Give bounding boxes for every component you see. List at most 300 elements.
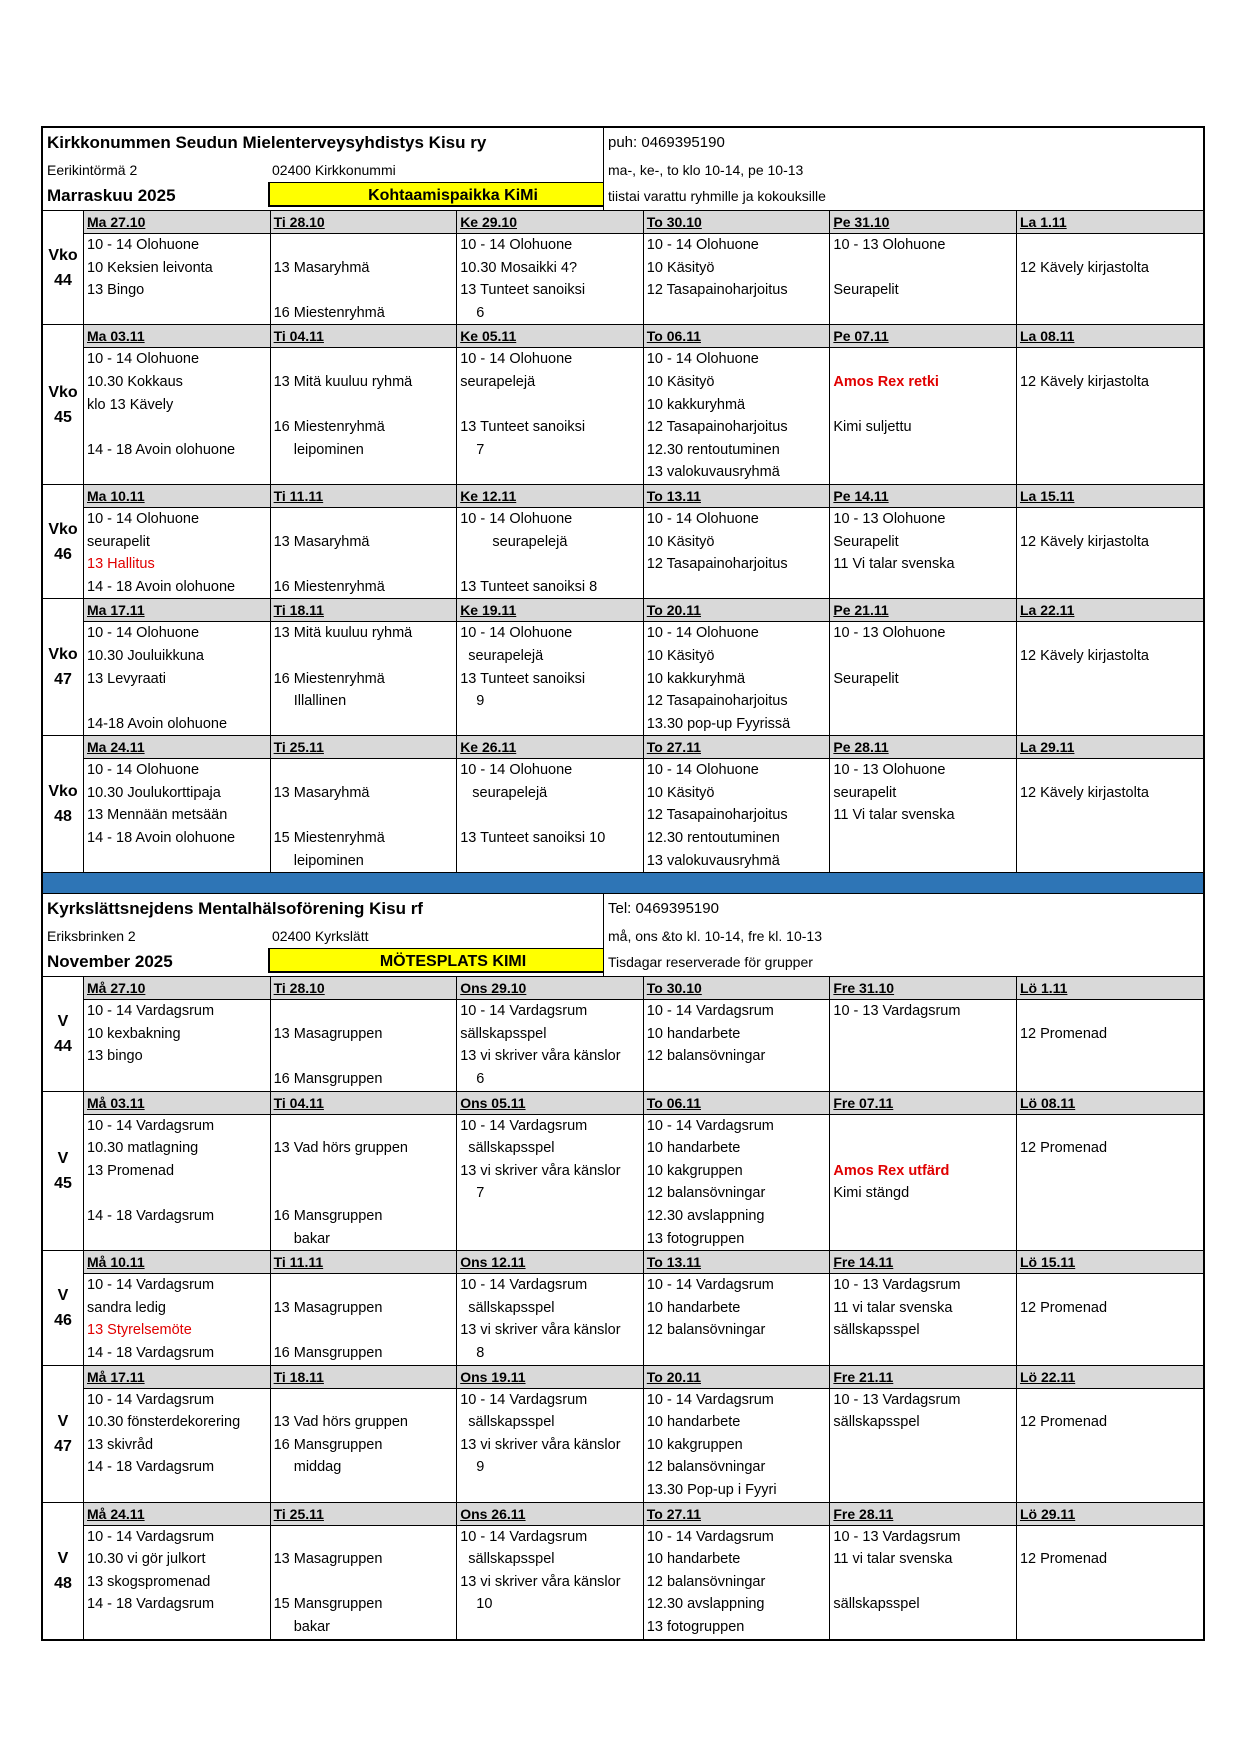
week-row: [43, 976, 1203, 1090]
event-line: 10 - 14 Vardagsrum: [460, 1528, 588, 1545]
swedish-calendar: [43, 894, 1203, 1640]
event-line: 13 Tunteet sanoiksi: [460, 419, 586, 436]
event-line: [1017, 1479, 1203, 1502]
event-line: [457, 553, 643, 576]
event-line: 10 - 14 Vardagsrum: [87, 1528, 215, 1545]
event-line: 16 Mansgruppen: [273, 1436, 383, 1453]
event-line: [1017, 439, 1203, 462]
event-line: 16 Miestenryhmä: [273, 578, 385, 595]
event-line: sällskapsspel: [833, 1596, 920, 1613]
event-line: 13 Mitä kuuluu ryhmä: [273, 625, 413, 642]
event-line: [830, 1205, 1016, 1228]
day-header: Lö 29.11: [1017, 1503, 1203, 1526]
day-cell: [643, 1251, 830, 1364]
week-row: [43, 1365, 1203, 1502]
event-line: [457, 461, 643, 484]
event-line: 10.30 fönsterdekorering: [87, 1414, 241, 1431]
event-line: [830, 257, 1016, 280]
event-line: [1017, 622, 1203, 645]
event-line: 10 Käsityö: [646, 647, 715, 664]
finnish-calendar: [43, 126, 1203, 872]
event-line: [271, 234, 457, 257]
event-line: [271, 1319, 457, 1342]
event-line: seurapelejä: [460, 784, 548, 801]
day-header: Ti 28.10: [271, 977, 457, 1000]
event-line: 11 vi talar svenska: [833, 1299, 953, 1316]
event-line: [457, 1616, 643, 1639]
day-cell: [270, 599, 457, 735]
event-line: 10 kakkuryhmä: [646, 396, 746, 413]
event-line: [1017, 690, 1203, 713]
day-header: Må 27.10: [84, 977, 270, 1000]
day-header: Ti 11.11: [271, 1251, 457, 1274]
event-line: 10 - 14 Olohuone: [646, 762, 759, 779]
day-cell: [643, 977, 830, 1090]
event-line: 10 Käsityö: [646, 533, 715, 550]
event-line: [271, 645, 457, 668]
event-line: 10 kexbakning: [87, 1025, 181, 1042]
event-line: [1017, 1045, 1203, 1068]
day-header: Pe 21.11: [830, 599, 1016, 622]
event-line: 7: [460, 441, 485, 458]
week-row: [43, 598, 1203, 735]
event-line: 10 handarbete: [646, 1299, 741, 1316]
event-line: 13 Masagruppen: [273, 1551, 383, 1568]
day-cell: [456, 325, 643, 484]
city: 02400 Kyrkslätt: [272, 928, 369, 945]
event-line: [1017, 394, 1203, 417]
event-line: [1017, 1456, 1203, 1479]
event-line: 14 - 18 Vardagsrum: [87, 1459, 215, 1476]
event-line: [1017, 279, 1203, 302]
event-line: [830, 1115, 1016, 1138]
event-line: 10 handarbete: [646, 1140, 741, 1157]
day-header: Fre 07.11: [830, 1092, 1016, 1115]
event-line: [1017, 1228, 1203, 1251]
event-line: 14 - 18 Avoin olohuone: [87, 578, 236, 595]
event-line: 13 Styrelsemöte: [87, 1322, 192, 1339]
day-cell: [456, 211, 643, 324]
day-header: Ma 17.11: [84, 599, 270, 622]
day-header: Lö 1.11: [1017, 977, 1203, 1000]
phone: Tel: 0469395190: [603, 894, 1203, 924]
day-cell: [270, 1366, 457, 1502]
day-header: Må 17.11: [84, 1366, 270, 1389]
day-cell: [83, 1251, 270, 1364]
event-line: seurapelit: [87, 533, 150, 550]
event-line: [1017, 416, 1203, 439]
event-line: 12 Kävely kirjastolta: [1019, 259, 1149, 276]
event-line: 13 vi skriver våra känslor: [460, 1322, 621, 1339]
week-row: [43, 324, 1203, 484]
day-cell: [829, 211, 1016, 324]
event-line: 12 Promenad: [1019, 1414, 1108, 1431]
event-line: [271, 1115, 457, 1138]
event-line: [457, 713, 643, 736]
day-header: Ons 19.11: [457, 1366, 643, 1389]
event-line: 14 - 18 Avoin olohuone: [87, 441, 236, 458]
event-line: [1017, 461, 1203, 484]
event-line: 13 vi skriver våra känslor: [460, 1573, 621, 1590]
day-header: Ma 10.11: [84, 485, 270, 508]
day-cell: [83, 211, 270, 324]
event-line: [1017, 1319, 1203, 1342]
org-name: Kirkkonummen Seudun Mielenterveysyhdistys Kisu ry: [47, 133, 487, 152]
event-line: [271, 1479, 457, 1502]
day-header: Ti 18.11: [271, 1366, 457, 1389]
day-cell: [83, 1503, 270, 1639]
event-line: [830, 713, 1016, 736]
event-line: 10: [460, 1596, 493, 1613]
event-line: 10 - 14 Olohuone: [87, 237, 200, 253]
event-line: 13 Mennään metsään: [87, 807, 228, 824]
event-line: [271, 1182, 457, 1205]
day-header: Ma 03.11: [84, 325, 270, 348]
day-header: Lö 22.11: [1017, 1366, 1203, 1389]
event-line: 11 vi talar svenska: [833, 1551, 953, 1568]
day-header: To 06.11: [644, 325, 830, 348]
event-line: [1017, 1160, 1203, 1183]
tuesday-note: Tisdagar reserverade för grupper: [603, 948, 1203, 976]
event-line: 10 Käsityö: [646, 373, 715, 390]
day-cell: [643, 485, 830, 598]
week-row: [43, 1091, 1203, 1251]
event-line: 10 - 13 Vardagsrum: [833, 1528, 961, 1545]
day-cell: [829, 1503, 1016, 1639]
event-line: sällskapsspel: [833, 1414, 920, 1431]
event-line: [1017, 1389, 1203, 1412]
event-line: 10 - 14 Vardagsrum: [87, 1003, 215, 1020]
event-line: 11 Vi talar svenska: [833, 556, 955, 573]
event-line: [830, 576, 1016, 599]
event-line: [84, 690, 270, 713]
day-header: Ons 12.11: [457, 1251, 643, 1274]
event-line: 13 fotogruppen: [646, 1618, 745, 1635]
event-line: [1017, 668, 1203, 691]
event-line: 13 Bingo: [87, 282, 145, 299]
event-line: 10 - 14 Olohuone: [87, 762, 200, 779]
place-banner: MÖTESPLATS KIMI: [268, 948, 603, 973]
day-header: To 30.10: [644, 977, 830, 1000]
event-line: 12 Tasapainoharjoitus: [646, 807, 788, 824]
event-line: 10.30 vi gör julkort: [87, 1551, 206, 1568]
event-line: [84, 302, 270, 325]
event-line: [457, 804, 643, 827]
day-cell: [83, 736, 270, 872]
event-line: [830, 439, 1016, 462]
event-line: 12 Promenad: [1019, 1025, 1108, 1042]
day-cell: [1016, 1366, 1203, 1502]
day-header: To 13.11: [644, 485, 830, 508]
event-line: Illallinen: [273, 693, 347, 710]
event-line: bakar: [273, 1230, 331, 1247]
day-header: Ke 29.10: [457, 211, 643, 234]
event-line: 10.30 Kokkaus: [87, 373, 183, 390]
day-cell: [456, 1503, 643, 1639]
event-line: 10 - 14 Olohuone: [460, 237, 573, 253]
event-line: 13 skivråd: [87, 1436, 154, 1453]
day-header: Pe 14.11: [830, 485, 1016, 508]
event-line: [830, 1479, 1016, 1502]
event-line: 10.30 Mosaikki 4?: [460, 259, 578, 276]
event-line: 13 Vad hörs gruppen: [273, 1140, 408, 1157]
event-line: 16 Miestenryhmä: [273, 670, 385, 687]
day-header: Ke 19.11: [457, 599, 643, 622]
event-line: [1017, 1526, 1203, 1549]
day-header: Fre 31.10: [830, 977, 1016, 1000]
day-cell: [643, 1366, 830, 1502]
week-number: V 47: [54, 1412, 72, 1455]
week-row: [43, 1250, 1203, 1364]
event-line: [830, 1068, 1016, 1091]
day-header: Må 24.11: [84, 1503, 270, 1526]
event-line: 12 Promenad: [1019, 1551, 1108, 1568]
event-line: [271, 1160, 457, 1183]
event-line: 10.30 matlagning: [87, 1140, 199, 1157]
event-line: [644, 576, 830, 599]
day-header: To 06.11: [644, 1092, 830, 1115]
event-line: [1017, 508, 1203, 531]
day-header: Fre 28.11: [830, 1503, 1016, 1526]
event-line: [644, 1342, 830, 1365]
event-line: [830, 1571, 1016, 1594]
event-line: 13 Tunteet sanoiksi: [460, 670, 586, 687]
day-cell: [1016, 1092, 1203, 1251]
day-cell: [1016, 736, 1203, 872]
event-line: 13 Vad hörs gruppen: [273, 1414, 408, 1431]
event-line: [1017, 1593, 1203, 1616]
event-line: sällskapsspel: [460, 1551, 555, 1568]
event-line: 10 - 14 Vardagsrum: [87, 1391, 215, 1408]
week-row: [43, 735, 1203, 872]
event-line: 12 balansövningar: [646, 1459, 766, 1476]
event-line: [84, 416, 270, 439]
event-line: 13 Tunteet sanoiksi 8: [460, 578, 598, 595]
event-line: [271, 1274, 457, 1297]
event-line: 10 - 14 Vardagsrum: [460, 1003, 588, 1020]
event-line: [457, 1479, 643, 1502]
day-cell: [829, 977, 1016, 1090]
event-line: [271, 759, 457, 782]
event-line: [830, 1045, 1016, 1068]
event-line: [1017, 1616, 1203, 1639]
event-line: 14 - 18 Avoin olohuone: [87, 830, 236, 847]
event-line: seurapelejä: [460, 373, 536, 390]
event-line: 13 Levyraati: [87, 670, 166, 687]
event-line: 12 Tasapainoharjoitus: [646, 419, 788, 436]
event-line: 10 - 13 Vardagsrum: [833, 1391, 961, 1408]
day-cell: [643, 1503, 830, 1639]
event-line: [271, 1526, 457, 1549]
event-line: 11 Vi talar svenska: [833, 807, 955, 824]
day-cell: [270, 485, 457, 598]
event-line: 10 - 13 Olohuone: [833, 625, 946, 642]
day-cell: [83, 1366, 270, 1502]
week-number: V 45: [54, 1149, 72, 1192]
event-line: 16 Miestenryhmä: [273, 419, 385, 436]
event-line: [84, 850, 270, 873]
day-header: Lö 15.11: [1017, 1251, 1203, 1274]
week-row: [43, 1502, 1203, 1639]
week-number: Vko 48: [48, 783, 78, 826]
event-line: [1017, 804, 1203, 827]
day-cell: [829, 485, 1016, 598]
event-line: 12.30 avslappning: [646, 1208, 765, 1224]
day-header: La 15.11: [1017, 485, 1203, 508]
day-cell: [456, 1092, 643, 1251]
event-line: 13 vi skriver våra känslor: [460, 1436, 621, 1453]
day-header: Må 10.11: [84, 1251, 270, 1274]
event-line: 16 Mansgruppen: [273, 1208, 383, 1224]
day-header: Ons 29.10: [457, 977, 643, 1000]
day-cell: [1016, 485, 1203, 598]
event-line: [830, 461, 1016, 484]
event-line: [1017, 1342, 1203, 1365]
event-line: 10 handarbete: [646, 1551, 741, 1568]
event-line: klo 13 Kävely: [87, 396, 174, 413]
event-line: 14 - 18 Vardagsrum: [87, 1596, 215, 1613]
day-header: To 20.11: [644, 1366, 830, 1389]
street: Eriksbrinken 2: [47, 928, 136, 945]
event-line: [830, 850, 1016, 873]
event-line: 13 bingo: [87, 1048, 143, 1065]
event-line: 13 skogspromenad: [87, 1573, 211, 1590]
week-number: V 48: [54, 1549, 72, 1592]
event-line: 12.30 rentoutuminen: [646, 830, 780, 847]
day-cell: [1016, 325, 1203, 484]
event-line: 12 Kävely kirjastolta: [1019, 784, 1149, 801]
event-line: 12 balansövningar: [646, 1322, 766, 1339]
day-cell: [83, 325, 270, 484]
event-line: 13 Masaryhmä: [273, 259, 370, 276]
event-line: [1017, 302, 1203, 325]
event-line: 13 valokuvausryhmä: [646, 464, 780, 481]
event-line: Seurapelit: [833, 533, 899, 550]
day-header: Ke 26.11: [457, 736, 643, 759]
event-line: 9: [460, 1459, 485, 1476]
event-line: [271, 508, 457, 531]
event-line: 10.30 Joulukorttipaja: [87, 784, 221, 801]
event-line: 10 - 14 Vardagsrum: [646, 1391, 774, 1408]
event-line: 14-18 Avoin olohuone: [87, 715, 228, 732]
day-header: Ti 18.11: [271, 599, 457, 622]
day-header: Pe 07.11: [830, 325, 1016, 348]
event-line: [830, 690, 1016, 713]
place-banner: Kohtaamispaikka KiMi: [268, 182, 603, 207]
event-line: sällskapsspel: [460, 1025, 547, 1042]
event-line: 13 Tunteet sanoiksi 10: [460, 830, 606, 847]
event-line: 10 - 13 Olohuone: [833, 237, 946, 253]
event-line: 13.30 pop-up Fyyrissä: [646, 715, 791, 732]
event-line: 10 - 14 Vardagsrum: [87, 1117, 215, 1134]
event-line: [1017, 348, 1203, 371]
day-cell: [1016, 211, 1203, 324]
event-line: [84, 1182, 270, 1205]
event-line: 13.30 Pop-up i Fyyri: [646, 1481, 777, 1498]
day-cell: [83, 977, 270, 1090]
event-line: 7: [460, 1185, 485, 1202]
event-line: [271, 1389, 457, 1412]
phone: puh: 0469395190: [603, 128, 1203, 158]
event-line: 10 - 14 Olohuone: [460, 625, 573, 642]
event-line: 10 - 14 Vardagsrum: [646, 1117, 774, 1134]
event-line: 14 - 18 Vardagsrum: [87, 1208, 215, 1224]
event-line: 10 - 14 Vardagsrum: [460, 1277, 588, 1294]
event-line: seurapelejä: [460, 533, 568, 550]
day-cell: [270, 1092, 457, 1251]
event-line: [830, 1228, 1016, 1251]
event-line: seurapelit: [833, 784, 897, 801]
event-line: Amos Rex utfärd: [833, 1162, 950, 1179]
event-line: 10 - 14 Olohuone: [87, 510, 200, 527]
event-line: [84, 461, 270, 484]
event-line: 10 - 13 Vardagsrum: [833, 1277, 961, 1294]
event-line: [1017, 234, 1203, 257]
weeks: [43, 210, 1203, 872]
event-line: 10 - 14 Olohuone: [646, 510, 759, 527]
event-line: [830, 1023, 1016, 1046]
event-line: [271, 394, 457, 417]
day-cell: [456, 1251, 643, 1364]
event-line: 12 Promenad: [1019, 1140, 1108, 1157]
event-line: [830, 1342, 1016, 1365]
day-header: To 20.11: [644, 599, 830, 622]
event-line: 13 vi skriver våra känslor: [460, 1048, 621, 1065]
day-cell: [643, 736, 830, 872]
event-line: 10 Käsityö: [646, 259, 715, 276]
event-line: 14 - 18 Vardagsrum: [87, 1344, 215, 1361]
day-cell: [456, 485, 643, 598]
event-line: [271, 348, 457, 371]
event-line: 8: [460, 1344, 485, 1361]
event-line: 12.30 avslappning: [646, 1596, 765, 1613]
org-name: Kyrkslättsnejdens Mentalhälsoförening Kisu rf: [47, 899, 423, 919]
day-header: Ke 05.11: [457, 325, 643, 348]
event-line: [271, 279, 457, 302]
event-line: 12 Kävely kirjastolta: [1019, 533, 1149, 550]
event-line: 10 - 13 Vardagsrum: [833, 1003, 961, 1020]
week-number: V 46: [54, 1286, 72, 1329]
event-line: 10 - 14 Olohuone: [460, 510, 573, 527]
event-line: 10 - 14 Vardagsrum: [460, 1117, 588, 1134]
day-cell: [270, 736, 457, 872]
day-header: La 08.11: [1017, 325, 1203, 348]
event-line: 10.30 Jouluikkuna: [87, 647, 204, 664]
event-line: [1017, 1182, 1203, 1205]
event-line: middag: [273, 1459, 342, 1476]
event-line: [271, 713, 457, 736]
event-line: 12 Tasapainoharjoitus: [646, 282, 788, 299]
event-line: [830, 302, 1016, 325]
event-line: 13 Mitä kuuluu ryhmä: [273, 373, 413, 390]
day-cell: [829, 1251, 1016, 1364]
day-header: Må 03.11: [84, 1092, 270, 1115]
event-line: 10 kakkuryhmä: [646, 670, 746, 687]
event-line: 10 - 14 Olohuone: [87, 351, 200, 368]
event-line: [830, 1456, 1016, 1479]
event-line: 13 Masaryhmä: [273, 533, 370, 550]
event-line: [830, 348, 1016, 371]
event-line: [84, 1068, 270, 1091]
day-header: Ti 11.11: [271, 485, 457, 508]
day-cell: [829, 325, 1016, 484]
event-line: 16 Mansgruppen: [273, 1344, 383, 1361]
day-cell: [270, 325, 457, 484]
event-line: 12.30 rentoutuminen: [646, 441, 780, 458]
event-line: [830, 827, 1016, 850]
event-line: 12 balansövningar: [646, 1185, 766, 1202]
event-line: 12 Tasapainoharjoitus: [646, 556, 788, 573]
